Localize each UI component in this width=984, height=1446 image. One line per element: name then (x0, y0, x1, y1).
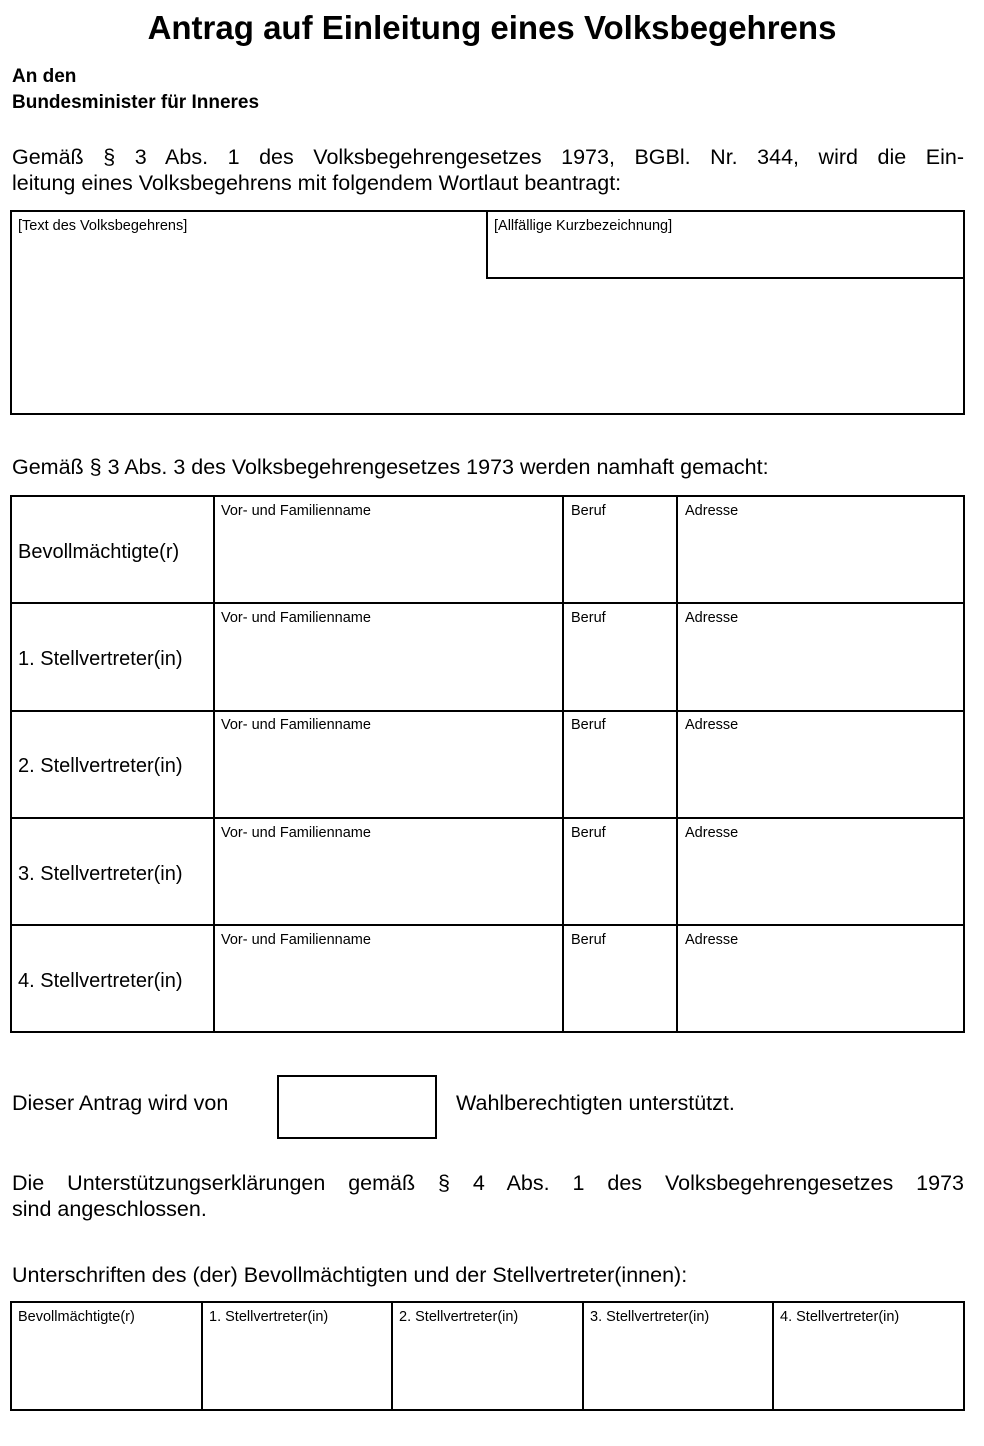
divider (11, 924, 964, 926)
divider (676, 496, 678, 1032)
short-name-field[interactable] (494, 217, 962, 275)
divider (201, 1302, 203, 1410)
signature-label: 2. Stellvertreter(in) (399, 1309, 519, 1325)
support-text-after: Wahlberechtigten unterstützt. (456, 1091, 735, 1115)
divider (772, 1302, 774, 1410)
persons-heading: Gemäß § 3 Abs. 3 des Volksbegehrengesetzes 1973 werden namhaft gemacht: (12, 455, 769, 479)
occupation-field[interactable]: Beruf (571, 717, 606, 733)
address-field[interactable]: Adresse (685, 932, 739, 948)
address-field[interactable]: Adresse (685, 717, 739, 733)
address-field[interactable]: Adresse (685, 825, 739, 841)
signature-field[interactable] (18, 1308, 198, 1406)
signature-label: 1. Stellvertreter(in) (209, 1309, 329, 1325)
name-field[interactable]: Vor- und Familienname (221, 610, 371, 626)
row-label: 3. Stellvertreter(in) (18, 863, 183, 885)
signature-label: 3. Stellvertreter(in) (590, 1309, 710, 1325)
signature-field[interactable] (399, 1308, 579, 1406)
divider (213, 496, 215, 1032)
supporter-count-field[interactable] (277, 1075, 437, 1139)
signature-field[interactable] (209, 1308, 389, 1406)
occupation-field[interactable]: Beruf (571, 932, 606, 948)
occupation-field[interactable]: Beruf (571, 503, 606, 519)
name-field[interactable]: Vor- und Familienname (221, 932, 371, 948)
signature-field[interactable] (780, 1308, 960, 1406)
name-field[interactable]: Vor- und Familienname (221, 717, 371, 733)
row-label: 1. Stellvertreter(in) (18, 648, 183, 670)
signature-field[interactable] (590, 1308, 770, 1406)
attached-line-1: Die Unterstützungserklärungen gemäß § 4 Abs. 1 des Volksbegehrengesetzes 1973 (12, 1171, 964, 1195)
divider (11, 602, 964, 604)
page-title: Antrag auf Einleitung eines Volksbegehrens (147, 9, 837, 46)
intro-line-2: leitung eines Volksbegehrens mit folgendem Wortlaut beantragt: (12, 171, 622, 195)
divider (11, 710, 964, 712)
signature-label: 4. Stellvertreter(in) (780, 1309, 900, 1325)
text-field-label: [Text des Volksbegehrens] (18, 218, 188, 234)
support-text-before: Dieser Antrag wird von (12, 1091, 229, 1115)
divider (582, 1302, 584, 1410)
divider (486, 211, 488, 279)
attached-line-2: sind angeschlossen. (12, 1197, 207, 1221)
row-label: 2. Stellvertreter(in) (18, 755, 183, 777)
name-field[interactable]: Vor- und Familienname (221, 503, 371, 519)
address-field[interactable]: Adresse (685, 610, 739, 626)
divider (391, 1302, 393, 1410)
short-name-label: [Allfällige Kurzbezeichnung] (494, 218, 673, 234)
divider (486, 277, 964, 279)
divider (11, 817, 964, 819)
address-field[interactable]: Adresse (685, 503, 739, 519)
signatures-heading: Unterschriften des (der) Bevollmächtigten und der Stellvertreter(innen): (12, 1263, 688, 1287)
row-label: Bevollmächtigte(r) (18, 541, 180, 563)
intro-line-1: Gemäß § 3 Abs. 1 des Volksbegehrengesetzes 1973, BGBl. Nr. 344, wird die Ein- (12, 145, 964, 169)
row-label: 4. Stellvertreter(in) (18, 970, 183, 992)
recipient-line-1: An den (12, 66, 77, 87)
divider (562, 496, 564, 1032)
recipient-line-2: Bundesminister für Inneres (12, 92, 260, 113)
occupation-field[interactable]: Beruf (571, 610, 606, 626)
signature-label: Bevollmächtigte(r) (18, 1309, 135, 1325)
occupation-field[interactable]: Beruf (571, 825, 606, 841)
name-field[interactable]: Vor- und Familienname (221, 825, 371, 841)
